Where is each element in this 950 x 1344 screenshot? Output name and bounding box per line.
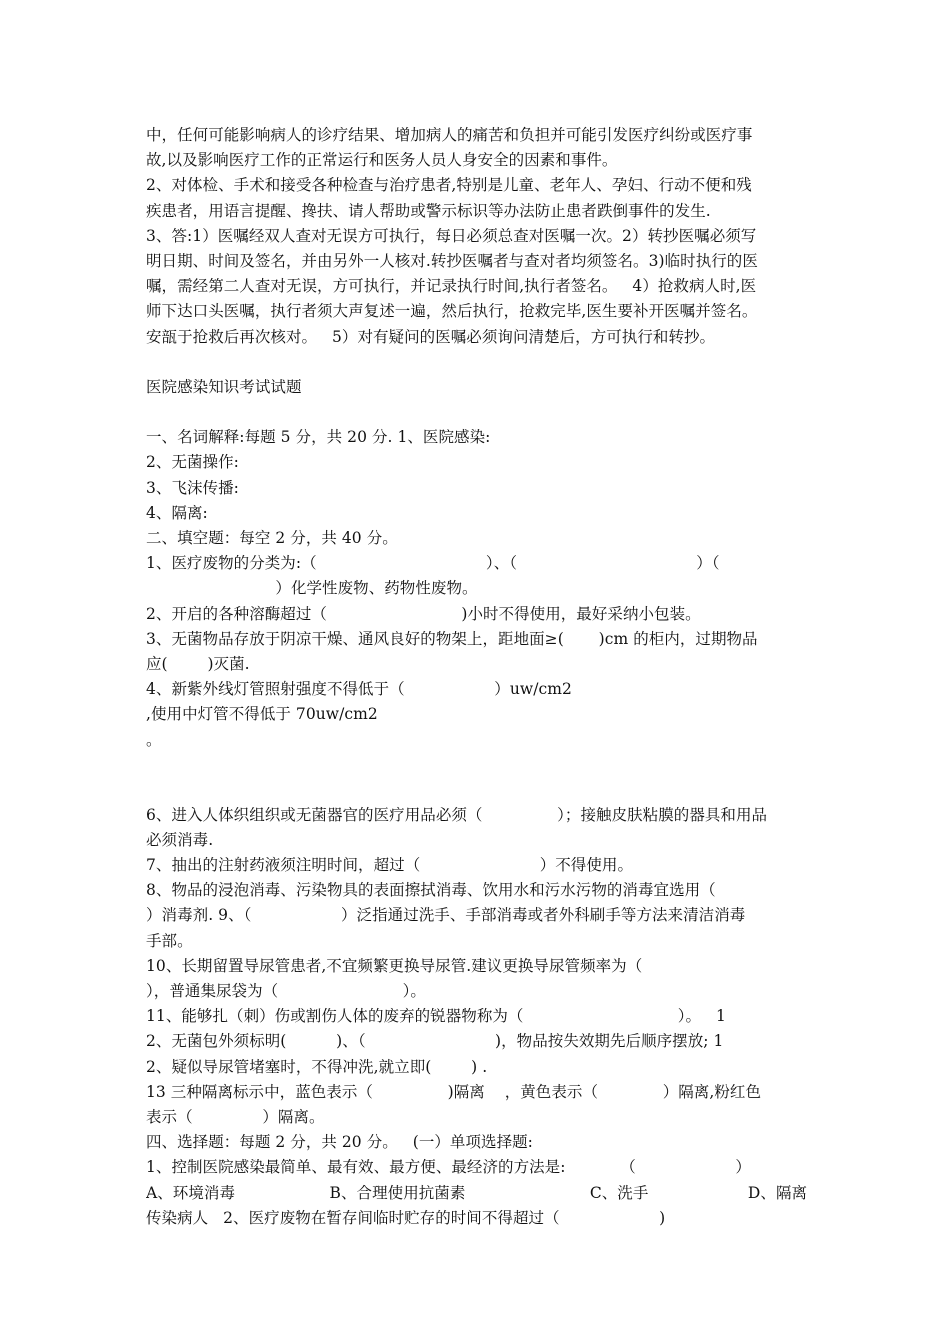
blank-line	[146, 350, 812, 375]
line-05: 3、答:1）医嘱经双人查对无误方可执行，每日必须总查对医嘱一次。2）转抄医嘱必须写	[146, 226, 757, 245]
line-35: 11、能够扎（刺）伤或割伤人体的废弃的锐器物称为（ ）。 1	[146, 1007, 726, 1026]
line-41: 1、控制医院感染最简单、最有效、最方便、最经济的方法是: （ ）	[146, 1158, 751, 1177]
line-03: 2、对体检、手术和接受各种检查与治疗患者,特别是儿童、老年人、孕妇、行动不便和残	[146, 176, 752, 195]
document-page	[146, 123, 812, 1231]
line-39: 表示（ ）隔离。	[146, 1107, 325, 1126]
line-40: 四、选择题：每题 2 分，共 20 分。 (一）单项选择题:	[146, 1133, 533, 1152]
line-42: A、环境消毒 B、合理使用抗菌素 C、洗手 D、隔离	[146, 1183, 808, 1202]
line-04: 疾患者，用语言提醒、搀扶、请人帮助或警示标识等办法防止患者跌倒事件的发生.	[146, 201, 711, 220]
line-29: 7、抽出的注射药液须注明时间，超过（ ）不得使用。	[146, 856, 634, 875]
line-13: 一、名词解释:每题 5 分，共 20 分. 1、医院感染:	[146, 428, 491, 447]
line-14: 2、无菌操作:	[146, 453, 239, 472]
line-43: 传染病人 2、医疗废物在暂存间临时贮存的时间不得超过（ )	[146, 1208, 666, 1227]
line-33: 10、长期留置导尿管患者,不宜频繁更换导尿管.建议更换导尿管频率为（	[146, 956, 643, 975]
line-15: 3、飞沫传播:	[146, 478, 239, 497]
line-02: 故,以及影响医疗工作的正常运行和医务人员人身安全的因素和事件。	[146, 151, 618, 170]
line-16: 4、隔离:	[146, 503, 208, 522]
line-32: 手部。	[146, 931, 193, 950]
line-17: 二、填空题：每空 2 分，共 40 分。	[146, 529, 398, 547]
line-25: 。	[146, 730, 162, 749]
line-37: 2、疑似导尿管堵塞时，不得冲洗,就立即( ) .	[146, 1057, 488, 1076]
blank-gap	[146, 753, 812, 803]
line-34: ），普通集尿袋为（ ）。	[146, 982, 426, 1000]
line-38: 13 三种隔离标示中，蓝色表示（ )隔离 ，黄色表示（ ）隔离,粉红色	[146, 1082, 761, 1101]
line-30: 8、物品的浸泡消毒、污染物具的表面擦拭消毒、饮用水和污水污物的消毒宜选用（	[146, 881, 716, 900]
line-01: 中，任何可能影响病人的诊疗结果、增加病人的痛苦和负担并可能引发医疗纠纷或医疗事	[146, 126, 753, 144]
line-22: 应( )灭菌.	[146, 654, 250, 673]
exam-header-fields	[146, 400, 812, 425]
line-08: 师下达口头医嘱，执行者须大声复述一遍，然后执行，抢救完毕,医生要补开医嘱并签名。	[146, 302, 758, 321]
line-27: 6、进入人体织组织或无菌器官的医疗用品必须（ ）；接触皮肤粘膜的器具和用品	[146, 805, 768, 824]
line-23: 4、新紫外线灯管照射强度不得低于（ ）uw/cm2	[146, 680, 572, 699]
line-21: 3、无菌物品存放于阴凉干燥、通风良好的物架上，距地面≥( )cm 的柜内，过期物品	[146, 629, 758, 648]
line-20: 2、开启的各种溶酶超过（ )小时不得使用，最好采纳小包装。	[146, 604, 701, 623]
line-24: ,使用中灯管不得低于 70uw/cm2	[146, 705, 378, 724]
line-06: 明日期、时间及签名，并由另外一人核对.转抄医嘱者与查对者均须签名。3)临时执行的医	[146, 251, 758, 270]
line-31: ）消毒剂. 9、（ ）泛指通过洗手、手部消毒或者外科刷手等方法来清洁消毒	[146, 906, 746, 925]
line-19: ）化学性废物、药物性废物。	[146, 579, 478, 598]
exam-title: 医院感染知识考试试题	[146, 377, 302, 396]
line-28: 必须消毒.	[146, 830, 214, 849]
line-36: 2、无菌包外须标明( )、（ )，物品按失效期先后顺序摆放; 1	[146, 1032, 724, 1051]
line-18: 1、医疗废物的分类为:（ ）、（ ）（	[146, 554, 720, 573]
line-09: 安瓿于抢救后再次核对。 5）对有疑问的医嘱必须询问清楚后，方可执行和转抄。	[146, 327, 716, 346]
line-07: 嘱，需经第二人查对无误，方可执行，并记录执行时间,执行者签名。 4）抢救病人时,医	[146, 277, 757, 296]
